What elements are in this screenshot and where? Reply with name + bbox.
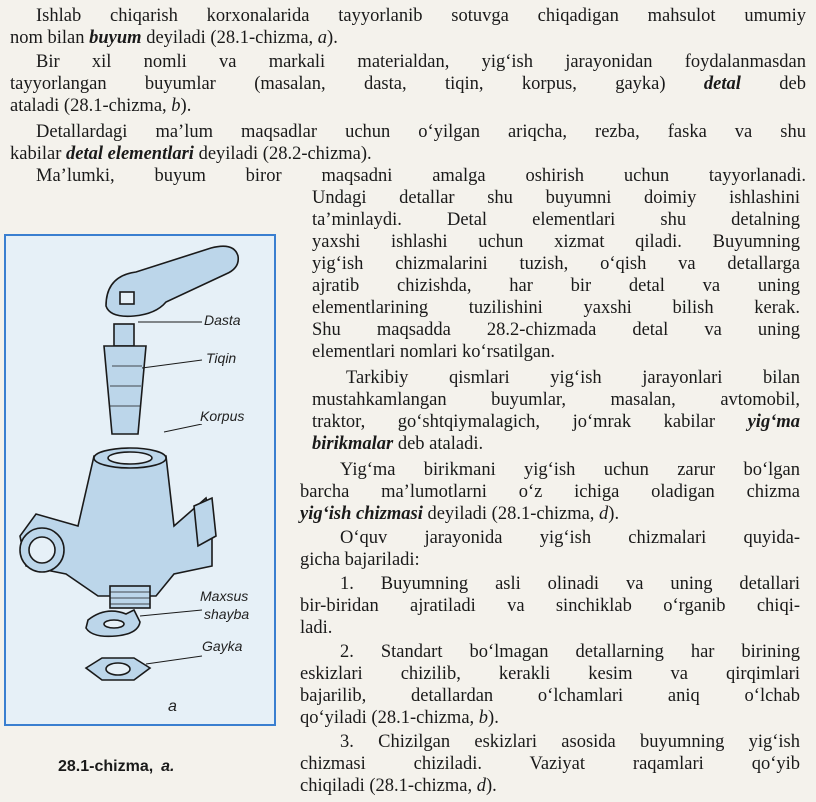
figure-caption: 28.1-chizma, a.: [58, 758, 175, 775]
text-line: ta’minlaydi. Detal elementlari shu detalning: [312, 210, 800, 230]
text-line: nom bilan buyum deyiladi (28.1-chizma, a).: [10, 28, 338, 48]
text-line: 2. Standart bo‘lmagan detallarning har birining: [340, 642, 800, 662]
label-maxsus: Maxsus: [200, 588, 249, 604]
plug-stem: [114, 324, 134, 346]
text-line: mustahkamlangan buyumlar, masalan, avtomobil,: [312, 390, 800, 410]
text-line: barcha ma’lumotlarni o‘z ichiga oladigan chizma: [300, 482, 800, 502]
label-korpus: Korpus: [200, 408, 245, 424]
label-dasta: Dasta: [204, 312, 241, 328]
text-line: qo‘yiladi (28.1-chizma, b).: [300, 708, 499, 728]
text-line: elementlarining tuzilishini yaxshi bilish kerak.: [312, 298, 800, 318]
text-line: Undagi detallar shu buyumni doimiy ishlashini: [312, 188, 800, 208]
label-shayba: shayba: [204, 606, 250, 622]
label-tiqin: Tiqin: [206, 350, 237, 366]
plug-part: [104, 346, 146, 434]
text-line: kabilar detal elementlari deyiladi (28.2-chizma).: [10, 144, 372, 164]
text-line: Shu maqsadda 28.2-chizmada detal va uning: [312, 320, 800, 340]
label-gayka: Gayka: [202, 638, 243, 654]
text-line: traktor, go‘shtqiymalagich, jo‘mrak kabilar yig‘ma: [312, 412, 800, 432]
text-line: elementlari nomlari ko‘rsatilgan.: [312, 342, 555, 362]
text-line: yaxshi ishlashi uchun xizmat qiladi. Buyumning: [312, 232, 800, 252]
text-line: bajarilib, detallardan o‘lchamlari aniq o‘lchab: [300, 686, 800, 706]
text-line: Tarkibiy qismlari yig‘ish jarayonlari bilan: [346, 368, 800, 388]
text-line: Ishlab chiqarish korxonalarida tayyorlanib sotuvga chiqadigan mahsulot umumiy: [36, 6, 806, 26]
body-bottom-thread: [110, 586, 150, 608]
body-part: [20, 456, 212, 596]
text-line: Bir xil nomli va markali materialdan, yig‘ish jarayonidan foydalanmasdan: [36, 52, 806, 72]
text-line: ladi.: [300, 618, 333, 638]
text-line: chizmasi chiziladi. Vaziyat raqamlari qo‘yib: [300, 754, 800, 774]
handle-square-hole: [120, 292, 134, 304]
text-line: 1. Buyumning asli olinadi va uning detallari: [340, 574, 800, 594]
text-line: O‘quv jarayonida yig‘ish chizmalari quyida-: [340, 528, 800, 548]
text-line: yig‘ish chizmalarini tuzish, o‘qish va detallarga: [312, 254, 800, 274]
text-line: birikmalar deb ataladi.: [312, 434, 484, 454]
figure-panel: [4, 234, 276, 726]
text-line: 3. Chizilgan eskizlari asosida buyumning yig‘ish: [340, 732, 800, 752]
text-line: ajratib chizishda, har bir detal va uning: [312, 276, 800, 296]
text-line: Yig‘ma birikmani yig‘ish uchun zarur bo‘lgan: [340, 460, 800, 480]
text-line: bir-biridan ajratiladi va sinchiklab o‘rganib chiqi-: [300, 596, 800, 616]
handle-part: [106, 246, 238, 316]
text-line: gicha bajariladi:: [300, 550, 420, 570]
figure-letter: a: [168, 698, 177, 715]
text-line: chiqiladi (28.1-chizma, d).: [300, 776, 497, 796]
text-line: Detallardagi ma’lum maqsadlar uchun o‘yilgan ariqcha, rezba, faska va shu: [36, 122, 806, 142]
text-line: yig‘ish chizmasi deyiladi (28.1-chizma, d).: [300, 504, 620, 524]
text-line: eskizlari chizilib, kerakli kesim va qirqimlari: [300, 664, 800, 684]
text-line: ataladi (28.1-chizma, b).: [10, 96, 192, 116]
text-line: Ma’lumki, buyum biror maqsadni amalga oshirish uchun tayyorlanadi.: [36, 166, 806, 186]
text-line: tayyorlangan buyumlar (masalan, dasta, tiqin, korpus, gayka) detal deb: [10, 74, 806, 94]
